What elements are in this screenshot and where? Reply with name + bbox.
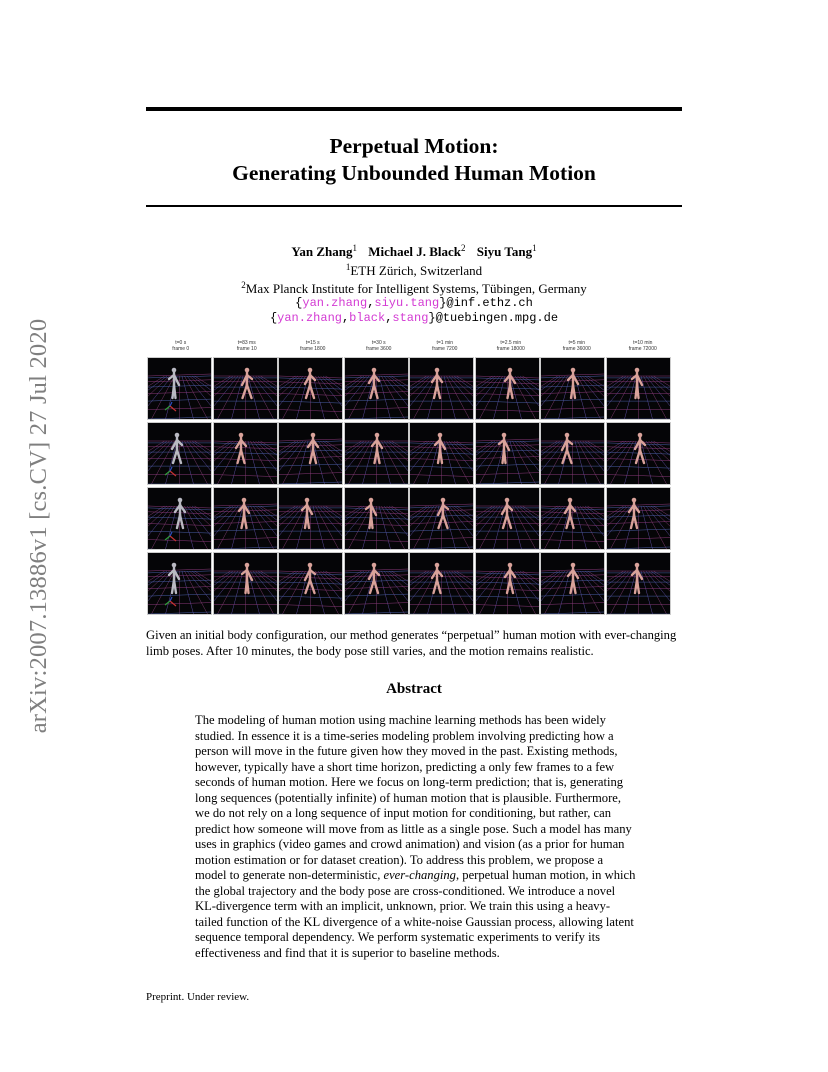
- abstract-paragraph: The modeling of human motion using machine learning methods has been widely studied. In essence it is a time-series modeling problem involving predicting how a person will move in the future given how they moved in the past. Existing methods, however, typically have a short time horizon, predicting a only few frames to a few seconds of human motion. Here we focus on long-term prediction; that is, generating long sequences (potentially infinite) of human motion that is plausible. Furthermore, we do not rely on a long sequence of input motion for conditioning, but rather, can predict how someone will move from as little as a single pose. Such a model has many uses in graphics (video games and crowd animation) and vision (as a prior for human motion estimation or for dataset creation). To address this problem, we propose a model to generate non-deterministic, ever-changing, perpetual human motion, in which the global trajectory and the body pose are cross-conditioned. We introduce a novel KL-divergence term with an implicit, unknown, prior. We train this using a heavy-tailed function of the KL divergence of a white-noise Gaussian process, allowing latent sequence temporal dependency. We perform systematic experiments to verify its effectiveness and find that it is superior to baseline methods.: [195, 713, 636, 960]
- author: Michael J. Black$^2$: [368, 243, 466, 259]
- rendered-frame: [410, 553, 473, 614]
- rendered-frame: [148, 358, 211, 419]
- preprint-footer: Preprint. Under review.: [146, 991, 250, 1003]
- rendered-frame: [410, 358, 473, 419]
- rendered-frame: [214, 358, 277, 419]
- rendered-frame: [279, 488, 342, 549]
- author-block: [146, 240, 682, 326]
- abstract-heading: Abstract: [386, 681, 442, 697]
- email-link[interactable]: siyu.tang: [374, 296, 440, 310]
- email-link[interactable]: yan.zhang: [277, 311, 342, 325]
- column-header: t=10 min frame 72000: [628, 340, 657, 352]
- rendered-frame: [476, 423, 539, 484]
- column-header: t=5 min frame 36000: [562, 340, 591, 352]
- rendered-frame: [148, 553, 211, 614]
- column-header: t=15 s frame 1800: [300, 340, 326, 352]
- column-header: t=83 ms frame 10: [236, 340, 257, 352]
- rendered-frame: [541, 488, 604, 549]
- rendered-frame: [279, 423, 342, 484]
- rendered-frame: [476, 358, 539, 419]
- author-list: [146, 240, 682, 260]
- paper-title: [146, 133, 682, 187]
- rendered-frame: [345, 423, 408, 484]
- rendered-frame: [345, 553, 408, 614]
- column-header: t=0 s frame 0: [172, 340, 190, 352]
- rendered-frame: [607, 358, 670, 419]
- title-line-1: Perpetual Motion:: [329, 134, 499, 158]
- rendered-frame: [476, 553, 539, 614]
- email-link[interactable]: stang: [392, 311, 429, 325]
- author: Yan Zhang$^1$: [291, 243, 357, 259]
- rendered-frame: [410, 488, 473, 549]
- rendered-frame: [214, 488, 277, 549]
- rendered-frame: [541, 553, 604, 614]
- rendered-frame: [410, 423, 473, 484]
- rendered-frame: [476, 488, 539, 549]
- email-line-1: {yan.zhang,siyu.tang}@inf.ethz.ch: [295, 296, 533, 310]
- rendered-frame: [148, 488, 211, 549]
- email-line-2: {yan.zhang,black,stang}@tuebingen.mpg.de: [269, 311, 559, 325]
- column-header: t=30 s frame 3600: [366, 340, 392, 352]
- author: Siyu Tang$^1$: [476, 243, 537, 259]
- arxiv-id-text: arXiv:2007.13886v1 [cs.CV] 27 Jul 2020: [25, 318, 52, 733]
- column-header: t=2.5 min frame 18000: [496, 340, 525, 352]
- rendered-frame: [148, 423, 211, 484]
- affiliation: $^1$ETH Zürich, Switzerland: [345, 262, 483, 278]
- rendered-frame: [345, 358, 408, 419]
- column-header: t=1 min frame 7200: [432, 340, 458, 352]
- rendered-frame: [607, 553, 670, 614]
- arxiv-identifier: [24, 293, 54, 758]
- title-line-2: Generating Unbounded Human Motion: [232, 161, 596, 185]
- rendered-frame: [541, 423, 604, 484]
- rendered-frame: [279, 553, 342, 614]
- title-top-rule: [146, 107, 682, 111]
- rendered-frame: [541, 358, 604, 419]
- rendered-frame: [214, 423, 277, 484]
- title-bottom-rule: [146, 205, 682, 207]
- rendered-frame: [279, 358, 342, 419]
- teaser-figure: [148, 340, 680, 614]
- rendered-frame: [345, 488, 408, 549]
- motion-frame-grid: [148, 358, 680, 614]
- email-link[interactable]: yan.zhang: [302, 296, 368, 310]
- rendered-frame: [607, 488, 670, 549]
- figure-caption: Given an initial body configuration, our method generates “perpetual” human motion with ever-changing limb poses. After 10 minutes, the body pose still varies, and the motion remains realistic.: [146, 628, 677, 658]
- affiliation: $^2$Max Planck Institute for Intelligent Systems, Tübingen, Germany: [241, 280, 587, 296]
- figure-column-headers: [148, 340, 680, 352]
- rendered-frame: [607, 423, 670, 484]
- email-link[interactable]: black: [349, 311, 386, 325]
- abstract-body: [195, 713, 637, 961]
- rendered-frame: [214, 553, 277, 614]
